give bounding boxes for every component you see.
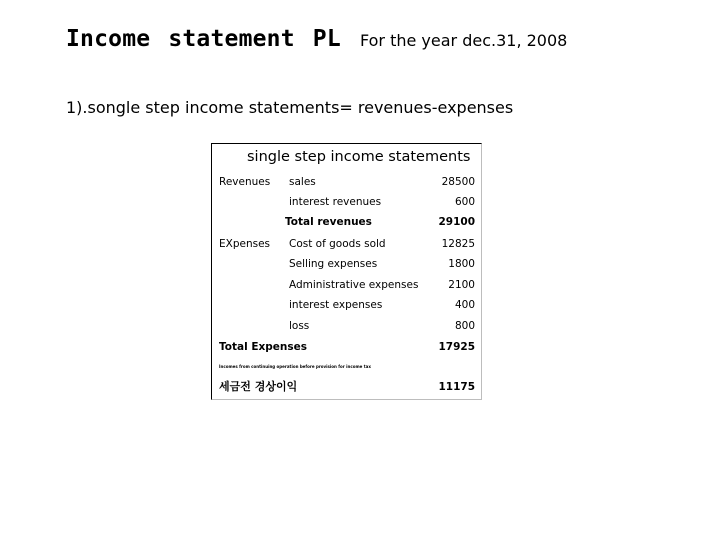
expense-item-label: loss [289,320,310,332]
revenue-item-amount: 28500 [441,176,475,188]
total-expenses-amount: 17925 [438,341,475,353]
expense-item-label: Selling expenses [289,258,378,270]
statement-title: Income statement PL [66,26,341,52]
revenue-item-amount: 600 [454,196,475,208]
total-revenues-label: Total revenues [285,216,372,228]
pretax-note: Incomes from continuing operation before provision for income tax [219,364,371,369]
expenses-label: EXpenses [219,238,271,250]
total-expenses-label: Total Expenses [219,341,308,353]
expense-item-label: Administrative expenses [289,279,419,291]
page-title [66,26,567,52]
formula-subtitle: 1).songle step income statements= revenues-expenses [66,98,514,117]
statement-period: For the year dec.31, 2008 [360,31,568,50]
expense-item-amount: 800 [454,320,475,332]
pretax-income-amount: 11175 [438,381,475,393]
revenue-item-label: sales [289,176,316,188]
expense-item-amount: 2100 [448,279,475,291]
total-revenues-amount: 29100 [438,216,475,228]
revenues-label: Revenues [219,176,271,188]
expense-item-label: Cost of goods sold [289,238,386,250]
revenue-item-label: interest revenues [289,196,382,208]
expense-item-label: interest expenses [289,299,383,311]
table-title: single step income statements [247,149,471,165]
expense-item-amount: 400 [454,299,475,311]
expense-item-amount: 12825 [441,238,475,250]
pretax-income-label: 세금전 경상이익 [219,380,298,393]
expense-item-amount: 1800 [448,258,475,270]
